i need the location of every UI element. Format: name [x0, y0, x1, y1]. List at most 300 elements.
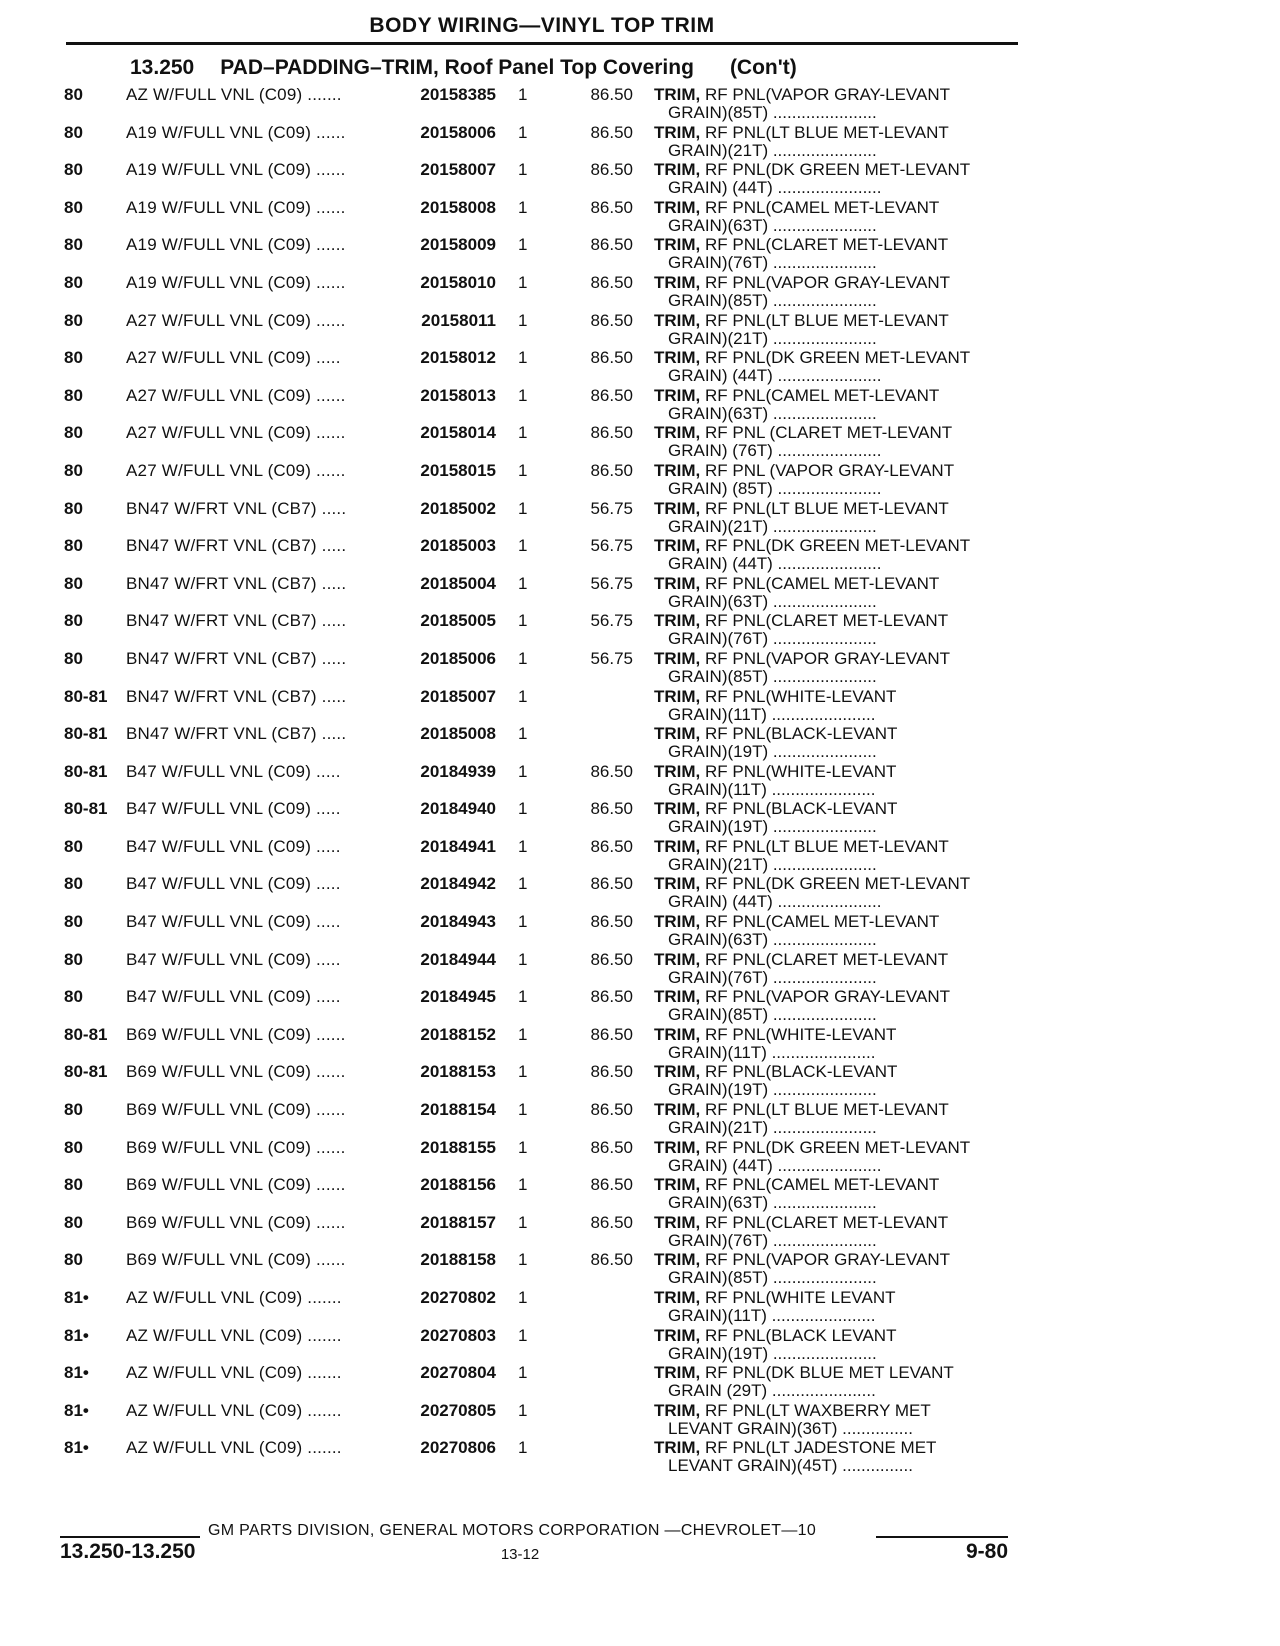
quantity-cell: 1 [518, 460, 528, 480]
description-line-2: GRAIN)(19T) ...................... [668, 817, 877, 837]
description-line-1 [654, 235, 948, 255]
year-cell: 80 [64, 197, 83, 217]
price-cell: 86.50 [590, 1137, 633, 1157]
year-cell: 80 [64, 385, 83, 405]
description-line-1 [654, 85, 950, 105]
part-number-cell: 20184941 [420, 836, 496, 856]
description-line-1 [654, 1401, 931, 1421]
price-cell: 86.50 [590, 85, 633, 104]
description-line-2: GRAIN)(19T) ...................... [668, 1343, 877, 1363]
description-line-1 [654, 273, 950, 293]
description-line-1 [654, 1025, 896, 1045]
model-cell: B69 W/FULL VNL (C09) ...... [126, 1212, 346, 1232]
description-line-2: GRAIN) (44T) ...................... [668, 892, 882, 912]
description-line-2: GRAIN)(11T) ...................... [668, 779, 876, 799]
year-cell: 80 [64, 1250, 83, 1270]
part-number-cell: 20188153 [420, 1062, 496, 1082]
table-row [0, 835, 1280, 873]
year-cell: 80-81 [64, 1024, 108, 1044]
table-row [0, 572, 1280, 610]
description-line-1 [654, 987, 950, 1007]
description-lead: TRIM, [654, 235, 701, 255]
table-row [0, 271, 1280, 309]
price-cell: 86.50 [590, 761, 633, 781]
year-cell: 80 [64, 536, 83, 556]
part-number-cell: 20184939 [420, 761, 496, 781]
description-text: RF PNL(DK GREEN MET-LEVANT [700, 1137, 971, 1157]
model-cell: A27 W/FULL VNL (C09) ...... [126, 310, 346, 330]
description-line-2: GRAIN)(85T) ...................... [668, 290, 877, 310]
description-text: RF PNL(CAMEL MET-LEVANT [700, 385, 940, 405]
year-cell: 80 [64, 423, 83, 443]
description-line-1 [654, 536, 970, 556]
model-cell: BN47 W/FRT VNL (CB7) ..... [126, 611, 347, 631]
part-number-cell: 20184942 [420, 874, 496, 894]
table-row [0, 985, 1280, 1023]
quantity-cell: 1 [518, 348, 528, 368]
quantity-cell: 1 [518, 1024, 528, 1044]
table-row [0, 647, 1280, 685]
quantity-cell: 1 [518, 1100, 528, 1120]
price-cell: 56.75 [590, 573, 633, 593]
price-cell: 86.50 [590, 385, 633, 405]
year-cell: 80-81 [64, 761, 108, 781]
description-line-1 [654, 123, 949, 143]
description-lead: TRIM, [654, 348, 701, 368]
part-number-cell: 20158011 [421, 310, 496, 330]
description-line-1 [654, 762, 896, 782]
description-line-2: GRAIN) (44T) ...................... [668, 554, 882, 574]
quantity-cell: 1 [518, 1062, 528, 1082]
footer-date: 9-80 [965, 1540, 1008, 1563]
quantity-cell: 1 [518, 761, 528, 781]
table-row [0, 196, 1280, 234]
description-line-2: GRAIN)(21T) ...................... [668, 1118, 877, 1138]
description-text: RF PNL(LT BLUE MET-LEVANT [700, 122, 949, 142]
description-line-1 [654, 912, 939, 932]
description-line-1 [654, 950, 948, 970]
table-row [0, 1023, 1280, 1061]
description-line-2: GRAIN)(76T) ...................... [668, 629, 877, 649]
description-line-2: GRAIN)(63T) ...................... [668, 215, 877, 235]
year-cell: 80-81 [64, 724, 108, 744]
price-cell: 86.50 [590, 160, 633, 180]
description-line-1 [654, 1213, 948, 1233]
description-line-2: GRAIN)(76T) ...................... [668, 967, 877, 987]
description-text: RF PNL(VAPOR GRAY-LEVANT [700, 85, 950, 104]
table-row [0, 760, 1280, 798]
table-row [0, 1436, 1280, 1474]
description-text: RF PNL(CLARET MET-LEVANT [700, 949, 949, 969]
section-continued: (Con't) [729, 56, 797, 79]
description-line-1 [654, 687, 896, 707]
table-row [0, 872, 1280, 910]
quantity-cell: 1 [518, 874, 528, 894]
quantity-cell: 1 [518, 423, 528, 443]
description-lead: TRIM, [654, 160, 701, 180]
model-cell: A27 W/FULL VNL (C09) ...... [126, 423, 346, 443]
price-cell: 86.50 [590, 799, 633, 819]
description-lead: TRIM, [654, 573, 701, 593]
year-cell: 80 [64, 498, 83, 518]
price-cell: 86.50 [590, 949, 633, 969]
part-number-cell: 20158007 [420, 160, 496, 180]
description-line-1 [654, 1288, 895, 1308]
year-cell: 80 [64, 85, 83, 104]
description-lead: TRIM, [654, 1288, 701, 1307]
description-line-1 [654, 423, 952, 443]
description-lead: TRIM, [654, 1363, 701, 1383]
quantity-cell: 1 [518, 799, 528, 819]
description-line-2: GRAIN)(19T) ...................... [668, 742, 877, 762]
year-cell: 80 [64, 648, 83, 668]
description-text: RF PNL(CLARET MET-LEVANT [700, 611, 949, 631]
description-text: RF PNL(WHITE-LEVANT [700, 761, 897, 781]
table-row [0, 1098, 1280, 1136]
description-line-2: GRAIN)(63T) ...................... [668, 930, 877, 950]
description-line-1 [654, 348, 970, 368]
footer-rule-right [876, 1536, 1008, 1538]
table-row [0, 233, 1280, 271]
price-cell: 86.50 [590, 460, 633, 480]
description-lead: TRIM, [654, 1250, 701, 1270]
part-number-cell: 20270805 [420, 1400, 496, 1420]
part-number-cell: 20184943 [420, 912, 496, 932]
part-number-cell: 20158013 [420, 385, 496, 405]
part-number-cell: 20184944 [420, 949, 496, 969]
year-cell: 80 [64, 836, 83, 856]
year-cell: 80-81 [64, 686, 108, 706]
description-text: RF PNL(LT BLUE MET-LEVANT [700, 310, 949, 330]
description-lead: TRIM, [654, 799, 701, 819]
model-cell: B47 W/FULL VNL (C09) ..... [126, 761, 341, 781]
description-line-1 [654, 1438, 936, 1458]
price-cell: 86.50 [590, 1175, 633, 1195]
description-line-2: GRAIN)(21T) ...................... [668, 140, 877, 160]
year-cell: 80 [64, 1100, 83, 1120]
model-cell: AZ W/FULL VNL (C09) ....... [126, 1400, 342, 1420]
price-cell: 86.50 [590, 197, 633, 217]
year-cell: 80 [64, 912, 83, 932]
description-lead: TRIM, [654, 1175, 701, 1195]
description-lead: TRIM, [654, 85, 701, 104]
table-row [0, 910, 1280, 948]
quantity-cell: 1 [518, 122, 528, 142]
price-cell: 86.50 [590, 1250, 633, 1270]
description-line-1 [654, 499, 949, 519]
model-cell: A19 W/FULL VNL (C09) ...... [126, 235, 346, 255]
description-line-2: GRAIN)(11T) ...................... [668, 1042, 876, 1062]
year-cell: 80 [64, 611, 83, 631]
table-row [0, 1324, 1280, 1362]
description-text: RF PNL(CAMEL MET-LEVANT [700, 573, 940, 593]
description-text: RF PNL(DK GREEN MET-LEVANT [700, 874, 971, 894]
model-cell: BN47 W/FRT VNL (CB7) ..... [126, 724, 347, 744]
model-cell: A19 W/FULL VNL (C09) ...... [126, 197, 346, 217]
quantity-cell: 1 [518, 836, 528, 856]
description-line-2: GRAIN) (44T) ...................... [668, 1155, 882, 1175]
model-cell: A27 W/FULL VNL (C09) ...... [126, 385, 346, 405]
description-line-1 [654, 311, 949, 331]
description-lead: TRIM, [654, 498, 701, 518]
year-cell: 80 [64, 1175, 83, 1195]
description-line-2: GRAIN) (85T) ...................... [668, 478, 882, 498]
description-text: RF PNL(WHITE LEVANT [700, 1288, 896, 1307]
description-line-1 [654, 1326, 896, 1346]
year-cell: 80-81 [64, 1062, 108, 1082]
description-lead: TRIM, [654, 611, 701, 631]
table-row [0, 948, 1280, 986]
quantity-cell: 1 [518, 310, 528, 330]
quantity-cell: 1 [518, 686, 528, 706]
description-text: RF PNL(DK GREEN MET-LEVANT [700, 160, 971, 180]
model-cell: AZ W/FULL VNL (C09) ....... [126, 85, 342, 104]
quantity-cell: 1 [518, 611, 528, 631]
price-cell: 86.50 [590, 423, 633, 443]
footer-page-number: 13-12 [500, 1546, 540, 1563]
year-cell: 80 [64, 573, 83, 593]
description-line-1 [654, 611, 948, 631]
year-cell: 80 [64, 987, 83, 1007]
table-row [0, 1248, 1280, 1286]
description-line-2: GRAIN)(76T) ...................... [668, 1230, 877, 1250]
model-cell: B69 W/FULL VNL (C09) ...... [126, 1137, 346, 1157]
description-text: RF PNL (VAPOR GRAY-LEVANT [700, 460, 955, 480]
description-line-1 [654, 1363, 954, 1383]
part-number-cell: 20158008 [420, 197, 496, 217]
model-cell: B69 W/FULL VNL (C09) ...... [126, 1250, 346, 1270]
part-number-cell: 20270802 [420, 1288, 496, 1307]
description-lead: TRIM, [654, 987, 701, 1007]
part-number-cell: 20158014 [420, 423, 496, 443]
model-cell: AZ W/FULL VNL (C09) ....... [126, 1325, 342, 1345]
part-number-cell: 20270804 [420, 1363, 496, 1383]
table-row [0, 497, 1280, 535]
description-lead: TRIM, [654, 197, 701, 217]
description-line-2: GRAIN) (44T) ...................... [668, 366, 882, 386]
description-text: RF PNL (CLARET MET-LEVANT [700, 423, 953, 443]
model-cell: A27 W/FULL VNL (C09) ...... [126, 460, 346, 480]
part-number-cell: 20185005 [420, 611, 496, 631]
description-text: RF PNL(VAPOR GRAY-LEVANT [700, 648, 950, 668]
quantity-cell: 1 [518, 1137, 528, 1157]
description-lead: TRIM, [654, 423, 701, 443]
quantity-cell: 1 [518, 949, 528, 969]
quantity-cell: 1 [518, 1400, 528, 1420]
model-cell: BN47 W/FRT VNL (CB7) ..... [126, 498, 347, 518]
year-cell: 80 [64, 949, 83, 969]
description-line-2: GRAIN)(76T) ...................... [668, 253, 877, 273]
footer-section-range: 13.250-13.250 [60, 1540, 196, 1563]
description-text: RF PNL(DK GREEN MET-LEVANT [700, 348, 971, 368]
table-row [0, 722, 1280, 760]
part-number-cell: 20185004 [420, 573, 496, 593]
price-cell: 86.50 [590, 272, 633, 292]
model-cell: BN47 W/FRT VNL (CB7) ..... [126, 573, 347, 593]
part-number-cell: 20158385 [420, 85, 496, 104]
price-cell: 86.50 [590, 348, 633, 368]
description-text: RF PNL(CLARET MET-LEVANT [700, 235, 949, 255]
price-cell: 56.75 [590, 536, 633, 556]
description-lead: TRIM, [654, 1024, 701, 1044]
description-line-1 [654, 386, 939, 406]
description-line-2: GRAIN)(63T) ...................... [668, 1193, 877, 1213]
table-row [0, 384, 1280, 422]
part-number-cell: 20158006 [420, 122, 496, 142]
quantity-cell: 1 [518, 912, 528, 932]
quantity-cell: 1 [518, 724, 528, 744]
price-cell: 56.75 [590, 498, 633, 518]
description-lead: TRIM, [654, 460, 701, 480]
table-row [0, 459, 1280, 497]
part-number-cell: 20184940 [420, 799, 496, 819]
price-cell: 86.50 [590, 1062, 633, 1082]
description-line-1 [654, 160, 970, 180]
year-cell: 80 [64, 460, 83, 480]
description-lead: TRIM, [654, 1325, 701, 1345]
quantity-cell: 1 [518, 1212, 528, 1232]
description-text: RF PNL(LT WAXBERRY MET [700, 1400, 931, 1420]
price-cell: 86.50 [590, 874, 633, 894]
description-line-2: GRAIN)(19T) ...................... [668, 1080, 877, 1100]
part-number-cell: 20188157 [420, 1212, 496, 1232]
model-cell: B47 W/FULL VNL (C09) ..... [126, 987, 341, 1007]
model-cell: A19 W/FULL VNL (C09) ...... [126, 122, 346, 142]
table-row [0, 685, 1280, 723]
model-cell: B47 W/FULL VNL (C09) ..... [126, 912, 341, 932]
description-line-1 [654, 1250, 950, 1270]
table-row [0, 83, 1280, 121]
part-number-cell: 20158015 [420, 460, 496, 480]
page-header: BODY WIRING—VINYL TOP TRIM [369, 14, 715, 37]
description-text: RF PNL(BLACK LEVANT [700, 1325, 897, 1345]
description-lead: TRIM, [654, 761, 701, 781]
part-number-cell: 20188154 [420, 1100, 496, 1120]
model-cell: AZ W/FULL VNL (C09) ....... [126, 1363, 342, 1383]
description-line-2: GRAIN)(21T) ...................... [668, 854, 877, 874]
year-cell: 80 [64, 160, 83, 180]
description-line-2: GRAIN)(21T) ...................... [668, 328, 877, 348]
model-cell: A19 W/FULL VNL (C09) ...... [126, 272, 346, 292]
description-line-2: GRAIN)(85T) ...................... [668, 666, 877, 686]
quantity-cell: 1 [518, 197, 528, 217]
description-line-1 [654, 198, 939, 218]
description-text: RF PNL(LT JADESTONE MET [700, 1438, 937, 1458]
description-line-2: GRAIN)(11T) ...................... [668, 1306, 876, 1325]
description-line-1 [654, 837, 949, 857]
quantity-cell: 1 [518, 272, 528, 292]
quantity-cell: 1 [518, 1438, 528, 1458]
part-number-cell: 20185003 [420, 536, 496, 556]
description-text: RF PNL(VAPOR GRAY-LEVANT [700, 987, 950, 1007]
model-cell: B69 W/FULL VNL (C09) ...... [126, 1062, 346, 1082]
description-text: RF PNL(BLACK-LEVANT [700, 799, 898, 819]
description-text: RF PNL(DK BLUE MET LEVANT [700, 1363, 954, 1383]
description-text: RF PNL(LT BLUE MET-LEVANT [700, 498, 949, 518]
part-number-cell: 20188156 [420, 1175, 496, 1195]
table-row [0, 1136, 1280, 1174]
quantity-cell: 1 [518, 573, 528, 593]
quantity-cell: 1 [518, 648, 528, 668]
table-row [0, 1173, 1280, 1211]
year-cell: 81• [64, 1325, 89, 1345]
table-row [0, 534, 1280, 572]
model-cell: A19 W/FULL VNL (C09) ...... [126, 160, 346, 180]
description-lead: TRIM, [654, 912, 701, 932]
description-line-1 [654, 1138, 970, 1158]
table-row [0, 121, 1280, 159]
model-cell: B47 W/FULL VNL (C09) ..... [126, 799, 341, 819]
description-line-2: GRAIN)(63T) ...................... [668, 403, 877, 423]
description-lead: TRIM, [654, 1137, 701, 1157]
price-cell: 86.50 [590, 235, 633, 255]
description-text: RF PNL(CAMEL MET-LEVANT [700, 1175, 940, 1195]
description-lead: TRIM, [654, 1212, 701, 1232]
description-line-2: GRAIN) (44T) ...................... [668, 178, 882, 198]
part-number-cell: 20188152 [420, 1024, 496, 1044]
price-cell: 86.50 [590, 122, 633, 142]
description-line-1 [654, 1100, 949, 1120]
part-number-cell: 20158012 [420, 348, 496, 368]
description-line-2: GRAIN) (76T) ...................... [668, 441, 882, 461]
description-lead: TRIM, [654, 1062, 701, 1082]
year-cell: 81• [64, 1438, 89, 1458]
model-cell: B69 W/FULL VNL (C09) ...... [126, 1175, 346, 1195]
description-lead: TRIM, [654, 385, 701, 405]
quantity-cell: 1 [518, 385, 528, 405]
description-line-1 [654, 874, 970, 894]
part-number-cell: 20158010 [420, 272, 496, 292]
description-lead: TRIM, [654, 536, 701, 556]
price-cell: 86.50 [590, 1212, 633, 1232]
description-line-2: GRAIN)(11T) ...................... [668, 704, 876, 724]
price-cell: 86.50 [590, 912, 633, 932]
description-line-2: GRAIN)(63T) ...................... [668, 591, 877, 611]
year-cell: 81• [64, 1288, 89, 1307]
part-number-cell: 20270806 [420, 1438, 496, 1458]
year-cell: 80 [64, 348, 83, 368]
description-line-2: GRAIN (29T) ...................... [668, 1381, 876, 1401]
description-lead: TRIM, [654, 272, 701, 292]
part-number-cell: 20188155 [420, 1137, 496, 1157]
description-line-2: LEVANT GRAIN)(45T) ............... [668, 1456, 913, 1476]
description-lead: TRIM, [654, 836, 701, 856]
quantity-cell: 1 [518, 235, 528, 255]
quantity-cell: 1 [518, 536, 528, 556]
year-cell: 80 [64, 235, 83, 255]
description-lead: TRIM, [654, 686, 701, 706]
price-cell: 86.50 [590, 987, 633, 1007]
description-lead: TRIM, [654, 949, 701, 969]
part-number-cell: 20188158 [420, 1250, 496, 1270]
footer-rule-left [60, 1536, 200, 1538]
description-text: RF PNL(CAMEL MET-LEVANT [700, 912, 940, 932]
model-cell: BN47 W/FRT VNL (CB7) ..... [126, 686, 347, 706]
description-line-1 [654, 574, 939, 594]
description-line-2: GRAIN)(85T) ...................... [668, 1268, 877, 1288]
description-text: RF PNL(DK GREEN MET-LEVANT [700, 536, 971, 556]
description-lead: TRIM, [654, 648, 701, 668]
description-text: RF PNL(CAMEL MET-LEVANT [700, 197, 940, 217]
quantity-cell: 1 [518, 160, 528, 180]
parts-list [0, 83, 1280, 1474]
quantity-cell: 1 [518, 1288, 528, 1307]
part-number-cell: 20185008 [420, 724, 496, 744]
model-cell: AZ W/FULL VNL (C09) ....... [126, 1438, 342, 1458]
price-cell: 56.75 [590, 648, 633, 668]
header-rule [66, 42, 1018, 45]
price-cell: 86.50 [590, 310, 633, 330]
